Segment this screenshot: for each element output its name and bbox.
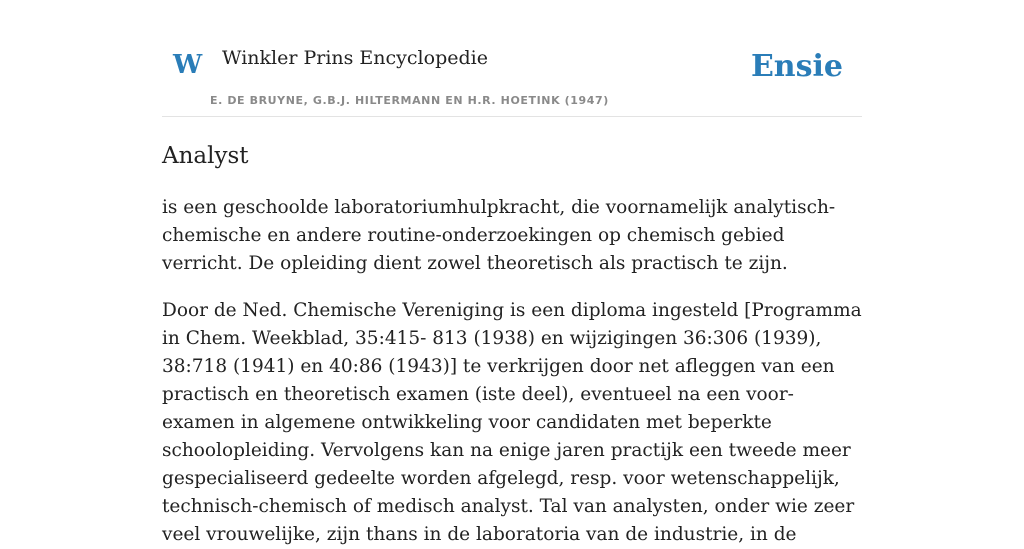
source-title[interactable]: Winkler Prins Encyclopedie: [222, 47, 488, 69]
brand-logo[interactable]: Ensie: [750, 49, 843, 84]
source-header: [162, 0, 862, 117]
page: [162, 0, 862, 549]
source-logo[interactable]: W: [173, 50, 203, 80]
article-title: Analyst: [162, 143, 249, 169]
article-paragraph: Door de Ned. Chemische Vereniging is een diploma ingesteld [Programma in Chem. Weekblad, 35:415- 813 (1938) en wijzigingen 36:306 (1939), 38:718 (1941) en 40:86 (1943)] te verkrijgen door net afleggen van een practisch en theoretisch examen (iste deel), eventueel na een voor-examen in algemene ontwikkeling voor candidaten met beperkte schoolopleiding. Vervolgens kan na enige jaren practijk een tweede meer gespecialiseerd gedeelte worden afgelegd, resp. voor wetenschappelijk, technisch-chemisch of medisch analyst. Tal van analysten, onder wie zeer veel vrouwelijke, zijn thans in de laboratoria van de industrie, in de: [162, 299, 862, 545]
article-paragraph: is een geschoolde laboratoriumhulpkracht, die voornamelijk analytisch-chemische en andere routine-onderzoekingen op chemisch gebied verricht. De opleiding dient zowel theoretisch als practisch te zijn.: [162, 196, 836, 274]
source-authors: E. DE BRUYNE, G.B.J. HILTERMANN EN H.R. HOETINK (1947): [210, 94, 609, 107]
